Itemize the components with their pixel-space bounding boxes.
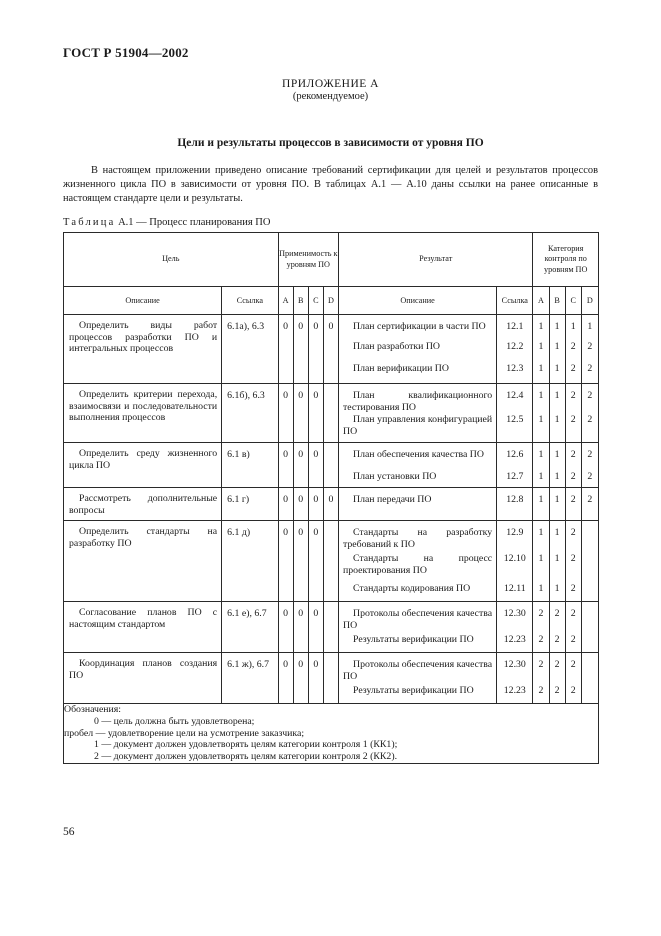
category-value: 1: [554, 390, 560, 401]
category-value: 2: [570, 414, 576, 425]
result-description: Стандарты на процесс проектирования ПО: [343, 553, 493, 576]
applicability-cell: [278, 521, 293, 602]
goal-text: Определить критерии перехода, взаимосвязи и последовательности выполнения процессов: [69, 389, 218, 423]
intro-paragraph: В настоящем приложении приведено описание требований сертификации для целей и результатов процессов жизненного цикла ПО в зависимости от уровня ПО. В таблицах А.1 — А.10 даны ссылки на ранее описанные в настоящем стандарте цели и результаты.: [63, 165, 598, 204]
category-value: 1: [538, 494, 544, 505]
result-reference-cell: [497, 443, 533, 488]
goal-reference-text: 6.1 ж), 6.7: [227, 659, 270, 670]
category-cell: [549, 315, 565, 384]
applicability-cell: [293, 315, 308, 384]
category-value: 2: [570, 553, 576, 564]
category-value: 2: [570, 390, 576, 401]
result-reference-cell: [497, 653, 533, 704]
applicability-cell: [293, 443, 308, 488]
category-value: 2: [554, 608, 560, 619]
category-value: [582, 632, 598, 652]
category-cell: [581, 602, 598, 653]
applicability-cell: [278, 443, 293, 488]
category-value: 1: [538, 553, 544, 564]
category-value: 2: [587, 494, 593, 505]
goal-description: [64, 488, 222, 521]
category-value: 2: [587, 471, 593, 482]
result-reference-cell: [497, 521, 533, 602]
category-cell: [581, 653, 598, 704]
result-reference: 12.1: [506, 321, 524, 332]
category-value: 1: [554, 583, 560, 594]
category-cell: [581, 521, 598, 602]
category-cell: [549, 488, 565, 521]
goal-reference-text: 6.1 г): [227, 494, 250, 505]
category-cell: [549, 384, 565, 443]
category-value: 2: [554, 659, 560, 670]
subheader-level: D: [323, 287, 338, 315]
goal-reference: [222, 521, 278, 602]
result-description: План квалификационного тестирования ПО: [343, 390, 493, 413]
result-description-cell: [339, 315, 497, 384]
category-value: 1: [554, 414, 560, 425]
category-value: 2: [570, 527, 576, 538]
category-value: [582, 683, 598, 703]
category-value: 2: [570, 659, 576, 670]
table-row: [64, 521, 599, 602]
category-value: 1: [538, 449, 544, 460]
applicability-cell: [323, 602, 338, 653]
category-value: 1: [538, 583, 544, 594]
category-cell: [549, 443, 565, 488]
category-value: 1: [554, 494, 560, 505]
result-reference-cell: [497, 488, 533, 521]
category-value: 2: [538, 659, 544, 670]
applicability-cell: [323, 315, 338, 384]
category-value: 1: [538, 321, 544, 332]
legend-notes: [64, 704, 599, 764]
goal-reference: [222, 315, 278, 384]
header-applicability: Применимость к уровням ПО: [278, 233, 338, 287]
applicability-cell: [308, 315, 323, 384]
subheader-reference: Ссылка: [222, 287, 278, 315]
applicability-value: 0: [283, 608, 289, 619]
table-caption-text: А.1 — Процесс планирования ПО: [118, 217, 271, 228]
goal-text: Согласование планов ПО с настоящим стандартом: [69, 607, 218, 630]
category-value: [582, 521, 598, 551]
category-value: 2: [570, 634, 576, 645]
result-description: План сертификации в части ПО: [353, 321, 486, 332]
goal-reference: [222, 488, 278, 521]
result-description: План верификации ПО: [353, 363, 449, 374]
applicability-cell: [308, 602, 323, 653]
goal-reference: [222, 602, 278, 653]
applicability-cell: [278, 602, 293, 653]
applicability-value: 0: [313, 659, 319, 670]
goal-reference-text: 6.1 е), 6.7: [227, 608, 267, 619]
applicability-value: 0: [298, 321, 304, 332]
goal-description: [64, 653, 222, 704]
category-cell: [533, 602, 549, 653]
applicability-value: 0: [328, 494, 334, 505]
category-cell: [565, 315, 581, 384]
category-value: 2: [554, 685, 560, 696]
category-cell: [533, 384, 549, 443]
result-description: План передачи ПО: [353, 494, 432, 505]
category-cell: [549, 653, 565, 704]
goal-description: [64, 602, 222, 653]
applicability-value: [324, 602, 338, 608]
applicability-value: 0: [298, 608, 304, 619]
applicability-cell: [293, 488, 308, 521]
standard-header: ГОСТ Р 51904—2002: [63, 45, 189, 60]
applicability-value: 0: [283, 494, 289, 505]
goal-reference: [222, 653, 278, 704]
result-reference: 12.3: [506, 363, 524, 374]
applicability-cell: [308, 653, 323, 704]
table-row: [64, 443, 599, 488]
applicability-cell: [323, 384, 338, 443]
applicability-value: 0: [298, 659, 304, 670]
planning-process-table: [63, 232, 599, 764]
subheader-level: A: [533, 287, 549, 315]
page-number: 56: [63, 826, 75, 838]
applicability-cell: [278, 488, 293, 521]
category-value: 1: [538, 414, 544, 425]
goal-description: [64, 443, 222, 488]
result-reference-cell: [497, 384, 533, 443]
category-value: 2: [538, 634, 544, 645]
appendix-title: ПРИЛОЖЕНИЕ А: [282, 78, 379, 90]
applicability-value: [324, 384, 338, 390]
category-value: 2: [587, 449, 593, 460]
category-value: 2: [570, 608, 576, 619]
subheader-level: A: [278, 287, 293, 315]
applicability-cell: [308, 521, 323, 602]
subheader-level: C: [308, 287, 323, 315]
result-description: План обеспечения качества ПО: [353, 449, 484, 460]
applicability-value: 0: [283, 390, 289, 401]
applicability-cell: [308, 488, 323, 521]
result-description-cell: [339, 488, 497, 521]
applicability-value: [324, 653, 338, 659]
category-value: 1: [554, 471, 560, 482]
subheader-description: Описание: [64, 287, 222, 315]
category-value: 2: [587, 341, 593, 352]
subheader-level: C: [565, 287, 581, 315]
goal-reference-text: 6.1б), 6.3: [227, 390, 265, 401]
table-row: [64, 602, 599, 653]
goal-reference: [222, 443, 278, 488]
category-value: 1: [538, 471, 544, 482]
result-description: Стандарты на разработку требований к ПО: [343, 527, 493, 550]
applicability-cell: [293, 602, 308, 653]
category-value: 1: [538, 341, 544, 352]
category-cell: [549, 521, 565, 602]
result-description: Протоколы обеспечения качества ПО: [343, 659, 493, 682]
applicability-cell: [308, 443, 323, 488]
category-value: 1: [554, 341, 560, 352]
section-title: Цели и результаты процессов в зависимости от уровня ПО: [177, 137, 484, 149]
goal-description: [64, 315, 222, 384]
legend-title: Обозначения:: [64, 704, 122, 715]
category-value: 2: [570, 341, 576, 352]
applicability-cell: [323, 488, 338, 521]
result-reference: 12.9: [506, 527, 524, 538]
category-value: [582, 653, 598, 683]
category-value: 2: [538, 685, 544, 696]
goal-text: Определить среду жизненного цикла ПО: [69, 448, 218, 471]
category-value: 1: [554, 527, 560, 538]
table-caption: [63, 217, 270, 228]
legend-line: 0 — цель должна быть удовлетворена;: [94, 715, 255, 727]
result-reference: 12.4: [506, 390, 524, 401]
category-value: [582, 602, 598, 632]
applicability-value: 0: [283, 321, 289, 332]
applicability-cell: [323, 443, 338, 488]
applicability-cell: [278, 653, 293, 704]
table-row: [64, 384, 599, 443]
category-cell: [581, 315, 598, 384]
category-cell: [565, 443, 581, 488]
category-value: [582, 581, 598, 601]
category-value: 2: [570, 583, 576, 594]
category-value: 2: [538, 608, 544, 619]
applicability-cell: [323, 653, 338, 704]
result-reference: 12.10: [503, 553, 526, 564]
category-cell: [581, 384, 598, 443]
category-cell: [565, 521, 581, 602]
applicability-value: 0: [313, 494, 319, 505]
category-value: 1: [554, 321, 560, 332]
appendix-subtitle: (рекомендуемое): [292, 91, 369, 102]
category-value: 1: [554, 449, 560, 460]
category-cell: [533, 521, 549, 602]
applicability-cell: [323, 521, 338, 602]
subheader-result-description: Описание: [339, 287, 497, 315]
category-value: 2: [570, 449, 576, 460]
applicability-value: [324, 521, 338, 527]
applicability-value: 0: [313, 527, 319, 538]
subheader-level: B: [293, 287, 308, 315]
result-description: План установки ПО: [353, 471, 437, 482]
category-value: 2: [587, 363, 593, 374]
result-reference: 12.5: [506, 414, 524, 425]
result-reference: 12.2: [506, 341, 524, 352]
applicability-cell: [278, 384, 293, 443]
applicability-value: 0: [313, 449, 319, 460]
legend-line: пробел — удовлетворение цели на усмотрение заказчика;: [64, 727, 305, 739]
applicability-cell: [278, 315, 293, 384]
legend-line: 2 — документ должен удовлетворять целям категории контроля 2 (КК2).: [94, 751, 398, 763]
goal-description: [64, 384, 222, 443]
category-cell: [565, 653, 581, 704]
result-description-cell: [339, 653, 497, 704]
table-row: [64, 315, 599, 384]
result-description: Результаты верификации ПО: [353, 685, 474, 696]
category-cell: [565, 602, 581, 653]
result-description-cell: [339, 521, 497, 602]
header-category: Категория контроля по уровням ПО: [533, 233, 599, 287]
category-value: 2: [570, 494, 576, 505]
applicability-value: 0: [283, 659, 289, 670]
header-result: Результат: [339, 233, 533, 287]
category-value: 1: [538, 363, 544, 374]
result-description-cell: [339, 384, 497, 443]
category-value: 2: [570, 363, 576, 374]
result-description: План разработки ПО: [353, 341, 441, 352]
goal-text: Определить виды работ процессов разработки ПО и интегральных процессов: [69, 320, 218, 354]
goal-text: Координация планов создания ПО: [69, 658, 218, 681]
result-description: План управления конфигурацией ПО: [343, 414, 493, 437]
result-description-cell: [339, 602, 497, 653]
category-value: 2: [587, 390, 593, 401]
applicability-value: 0: [313, 608, 319, 619]
goal-reference: [222, 384, 278, 443]
applicability-cell: [293, 521, 308, 602]
result-reference: 12.8: [506, 494, 524, 505]
applicability-cell: [308, 384, 323, 443]
goal-reference-text: 6.1 в): [227, 449, 250, 460]
result-description: Протоколы обеспечения качества ПО: [343, 608, 493, 631]
table-row: [64, 488, 599, 521]
applicability-cell: [293, 653, 308, 704]
applicability-value: 0: [328, 321, 334, 332]
category-value: 1: [587, 321, 593, 332]
category-value: 1: [570, 321, 576, 332]
category-cell: [549, 602, 565, 653]
applicability-value: 0: [313, 321, 319, 332]
applicability-value: [324, 443, 338, 449]
category-cell: [581, 488, 598, 521]
applicability-value: 0: [283, 449, 289, 460]
legend-line: 1 — документ должен удовлетворять целям категории контроля 1 (КК1);: [94, 739, 398, 751]
result-description-cell: [339, 443, 497, 488]
goal-text: Определить стандарты на разработку ПО: [69, 526, 218, 549]
applicability-value: 0: [298, 449, 304, 460]
category-cell: [533, 315, 549, 384]
applicability-cell: [293, 384, 308, 443]
applicability-value: 0: [298, 527, 304, 538]
table-caption-prefix: Таблица: [63, 217, 116, 228]
result-reference: 12.11: [503, 583, 526, 594]
category-value: 1: [538, 390, 544, 401]
goal-description: [64, 521, 222, 602]
result-reference: 12.23: [503, 685, 526, 696]
category-value: 1: [554, 363, 560, 374]
result-reference-cell: [497, 602, 533, 653]
result-reference: 12.23: [503, 634, 526, 645]
table-row: [64, 653, 599, 704]
category-value: 2: [587, 414, 593, 425]
applicability-value: 0: [298, 390, 304, 401]
category-cell: [533, 488, 549, 521]
applicability-value: 0: [313, 390, 319, 401]
category-value: 1: [538, 527, 544, 538]
goal-reference-text: 6.1а), 6.3: [227, 321, 265, 332]
subheader-level: B: [549, 287, 565, 315]
result-reference: 12.30: [503, 659, 526, 670]
result-reference: 12.7: [506, 471, 524, 482]
header-goal: Цель: [64, 233, 279, 287]
category-value: [582, 551, 598, 581]
subheader-level: D: [581, 287, 598, 315]
category-value: 1: [554, 553, 560, 564]
category-cell: [565, 384, 581, 443]
goal-text: Рассмотреть дополнительные вопросы: [69, 493, 218, 516]
subheader-result-reference: Ссылка: [497, 287, 533, 315]
goal-reference-text: 6.1 д): [227, 527, 251, 538]
applicability-value: 0: [283, 527, 289, 538]
result-description: Стандарты кодирования ПО: [353, 583, 471, 594]
result-reference: 12.6: [506, 449, 524, 460]
result-reference: 12.30: [503, 608, 526, 619]
category-cell: [533, 443, 549, 488]
applicability-value: 0: [298, 494, 304, 505]
category-cell: [565, 488, 581, 521]
category-value: 2: [554, 634, 560, 645]
category-cell: [581, 443, 598, 488]
category-cell: [533, 653, 549, 704]
result-description: Результаты верификации ПО: [353, 634, 474, 645]
result-reference-cell: [497, 315, 533, 384]
category-value: 2: [570, 471, 576, 482]
category-value: 2: [570, 685, 576, 696]
